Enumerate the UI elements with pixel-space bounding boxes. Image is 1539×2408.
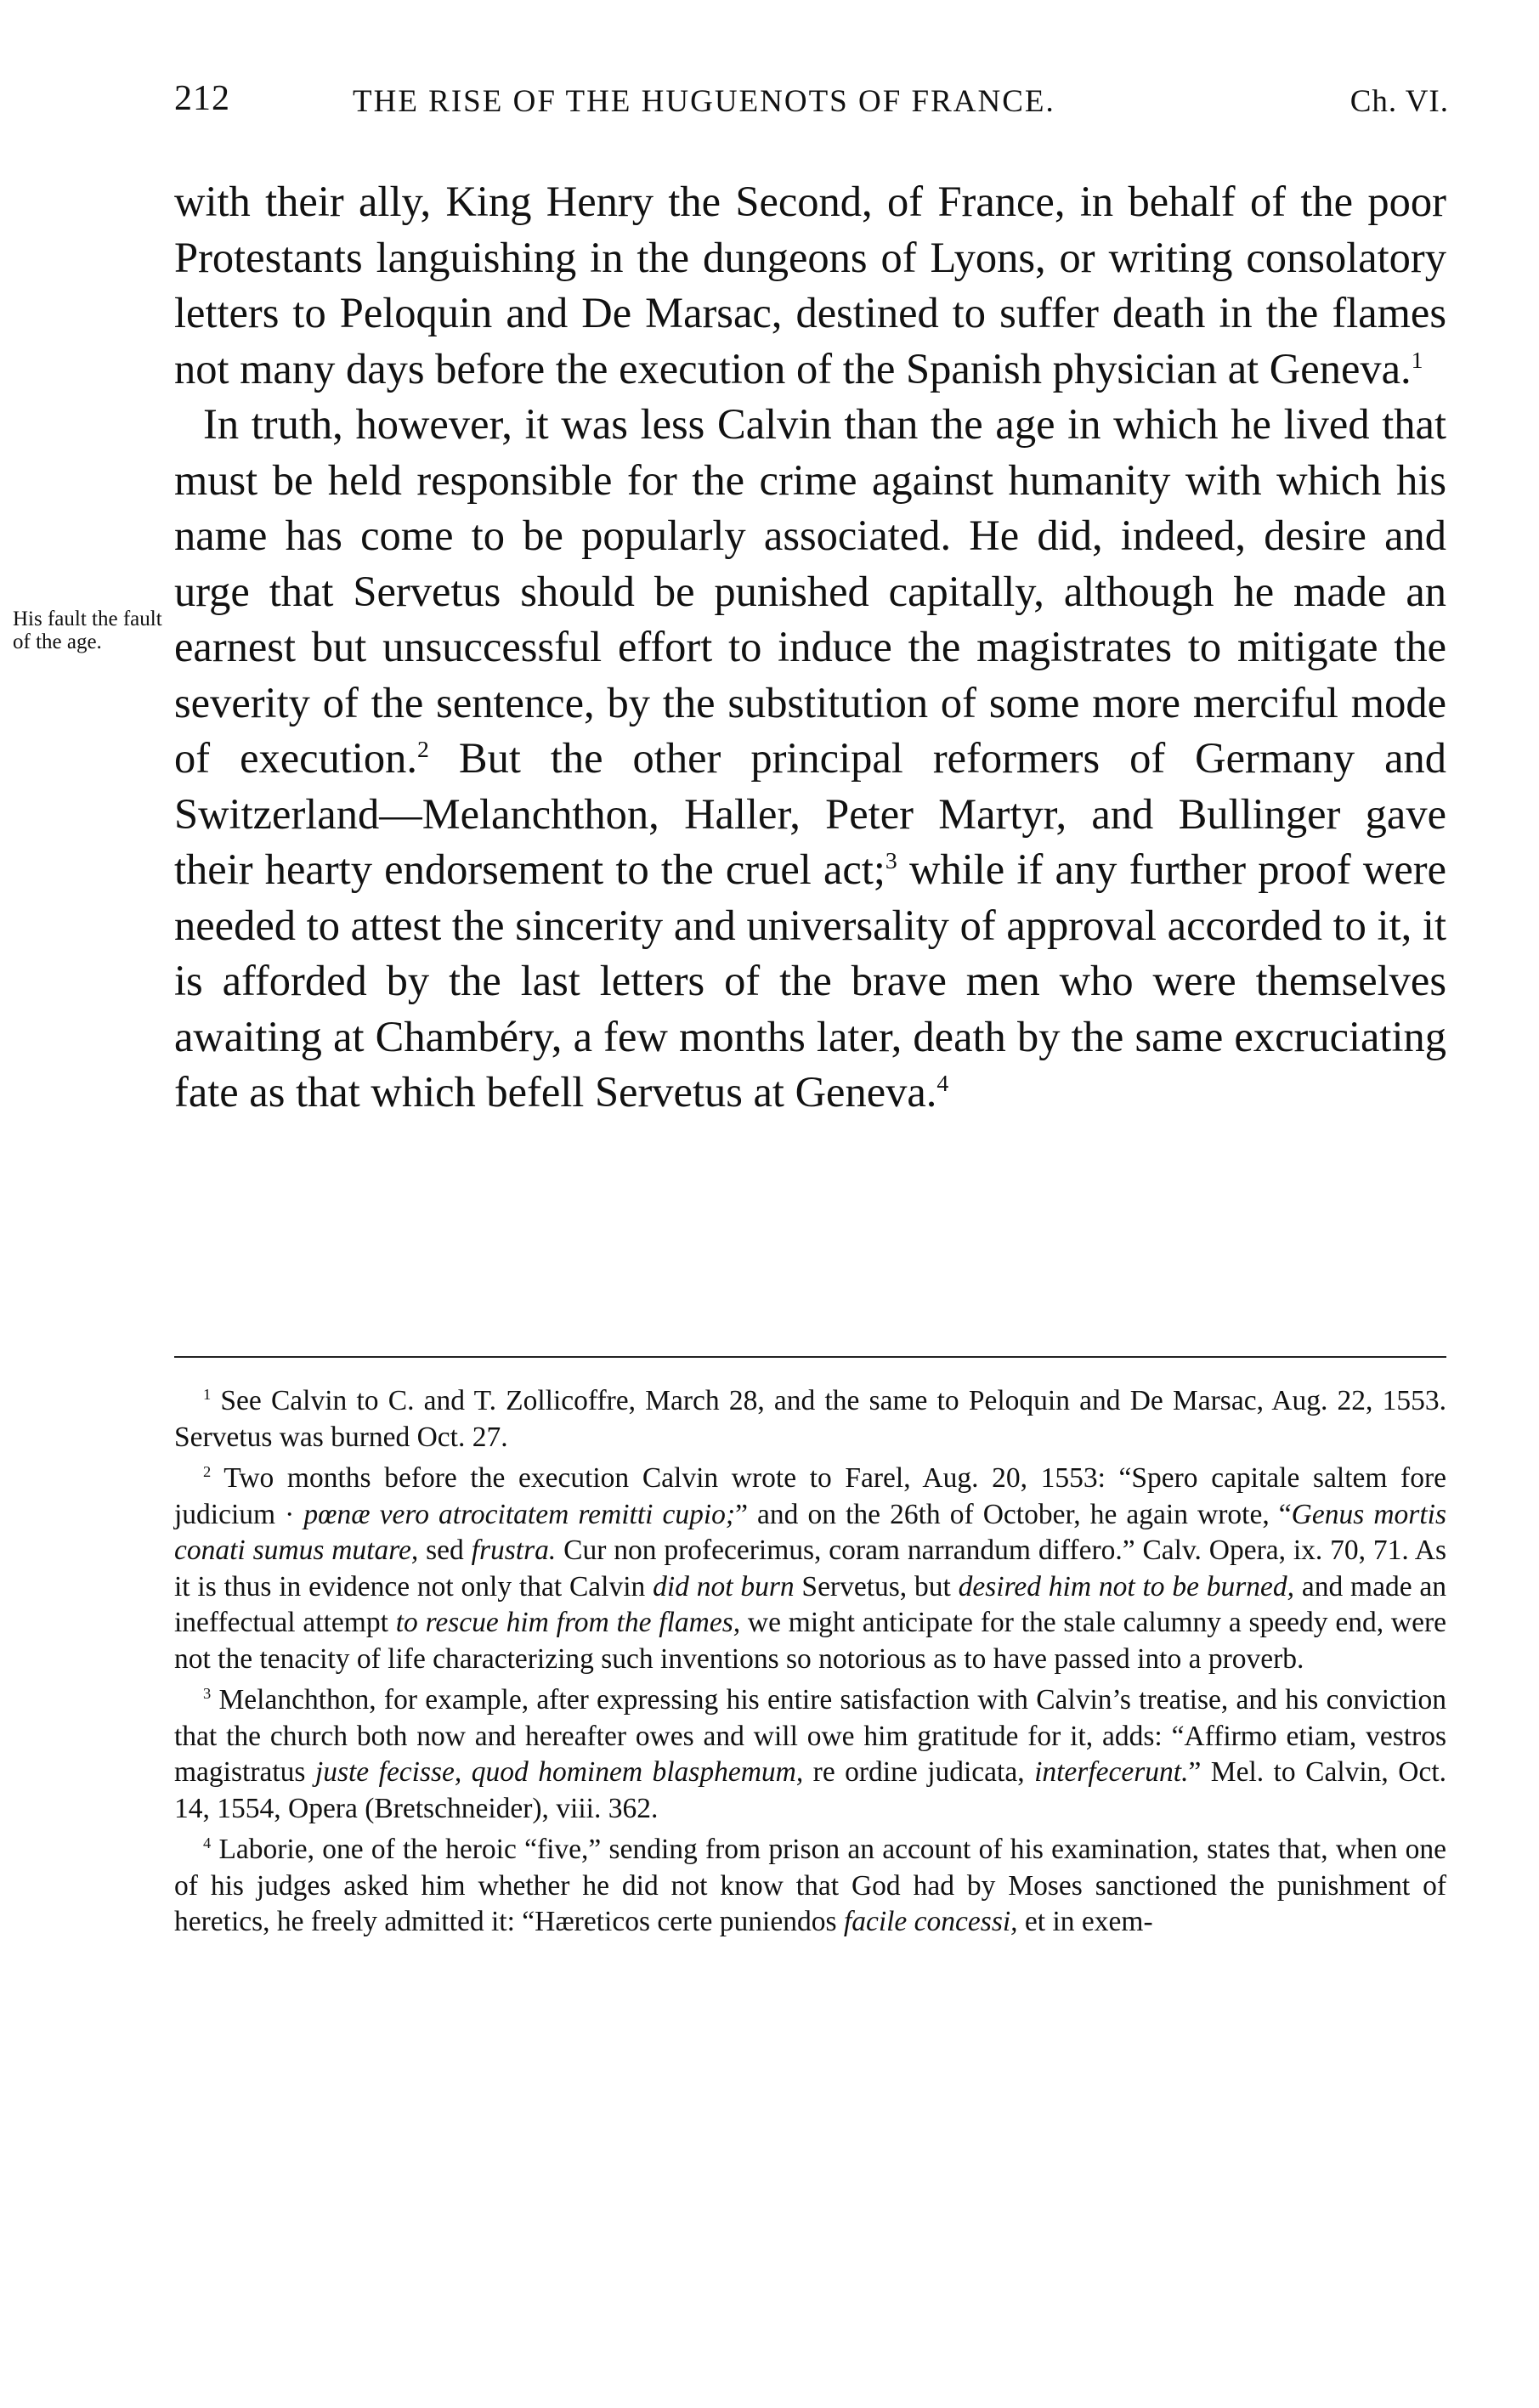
footnote-2-italic: pœnæ vero atrocitatem remitti cupio;: [303, 1498, 736, 1530]
footnote-2-italic: Genus mortis conati sumus mutare,: [174, 1498, 1446, 1566]
footnote-rule: [174, 1356, 1446, 1358]
footnote-3: [174, 1682, 1446, 1827]
footnote-4-text: et in exem-: [1017, 1906, 1153, 1937]
paragraph-2-text-a: In truth, however, it was less Calvin than the age in which he lived that must be held responsible for the crime against humanity with which his name has come to be popularly associated. He did, indeed, desire and urge that Servetus should be punished capitally, although he made an earnest but unsuccessful effort to induce the magistrates to mitigate the severity of the sentence, by the substitution of some more merciful mode of execution.: [174, 400, 1446, 782]
footnotes: [174, 1383, 1446, 1946]
footnote-4-mark: 4: [203, 1834, 212, 1851]
footnote-2-text: Two months before the execution Calvin wrote to Farel, Aug. 20, 1553: “Spero capitale saltem fore judicium ·: [174, 1462, 1446, 1530]
footnote-2-text: Servetus, but: [794, 1570, 959, 1603]
footnote-ref-4[interactable]: 4: [936, 1071, 949, 1098]
footnote-3-text: Melanchthon, for example, after expressing his entire satisfaction with Calvin’s treatise, and his conviction that the church both now and hereafter owes and will owe him gratitude for it, adds: “Affirmo etiam, vestros magistratus: [174, 1684, 1446, 1788]
paragraph-2-text-b: But the other principal reformers of Germany and Switzerland—Melanchthon, Haller, Peter Martyr, and Bullinger gave their hearty endorsement to the cruel act;: [174, 734, 1446, 893]
footnote-2-text: Cur non profecerimus, coram narrandum differo.” Calv. Opera, ix. 70, 71. As it is thus in evidence not only that Calvin: [174, 1535, 1446, 1603]
footnote-1: [174, 1383, 1446, 1456]
chapter-label: Ch. VI.: [1349, 84, 1449, 119]
footnote-1-text: See Calvin to C. and T. Zollicoffre, March 28, and the same to Peloquin and De Marsac, Aug. 22, 1553. Servetus was burned Oct. 27.: [174, 1385, 1446, 1453]
footnote-3-text: re ordine judicata,: [803, 1756, 1035, 1788]
paragraph-1: [174, 174, 1446, 397]
footnote-2-italic: frustra.: [471, 1535, 557, 1566]
footnote-3-italic: juste fecisse, quod hominem blasphemum,: [314, 1756, 804, 1788]
page-number: 212: [174, 79, 230, 118]
footnote-2-italic: to rescue him from the flames,: [395, 1607, 741, 1638]
footnote-3-italic: interfecerunt.: [1034, 1756, 1189, 1788]
footnote-3-mark: 3: [203, 1684, 212, 1702]
margin-note: [13, 608, 166, 653]
paragraph-2-text-c: while if any further proof were needed to attest the sincerity and universality of approval accorded to it, it is afforded by the last letters of the brave men who were themselves awaiting at Chambéry, a few months later, death by the same excruciating fate as that which befell Servetus at Geneva.: [174, 845, 1446, 1116]
footnote-4: [174, 1832, 1446, 1941]
footnote-2-text: ” and on the 26th of October, he again wrote, “: [735, 1498, 1292, 1530]
footnote-2-text: we might anticipate for the stale calumny a speedy end, were not the tenacity of life characterizing such inventions so notorious as to have passed into a proverb.: [174, 1607, 1446, 1675]
paragraph-1-text: with their ally, King Henry the Second, of France, in behalf of the poor Protestants languishing in the dungeons of Lyons, or writing consolatory letters to Peloquin and De Marsac, destined to suffer death in the flames not many days before the execution of the Spanish physician at Geneva.: [174, 178, 1446, 393]
paragraph-2: [174, 397, 1446, 1121]
footnote-2-text: and made an ineffectual attempt: [174, 1570, 1447, 1638]
footnote-2-italic: did not burn: [653, 1570, 795, 1603]
running-header: [174, 78, 1449, 129]
footnote-2-text: sed: [418, 1535, 472, 1566]
footnote-ref-1[interactable]: 1: [1411, 347, 1423, 374]
footnote-1-mark: 1: [203, 1385, 212, 1403]
footnote-2: [174, 1461, 1446, 1677]
footnote-ref-3[interactable]: 3: [885, 848, 897, 875]
footnote-2-italic: desired him not to be burned,: [958, 1570, 1295, 1603]
footnote-4-text: Laborie, one of the heroic “five,” sending from prison an account of his examination, states that, when one of his judges asked him whether he did not know that God had by Moses sanctioned the punishment of heretics, he freely admitted it: “Hæreticos certe puniendos: [174, 1834, 1446, 1937]
footnote-3-text: ” Mel. to Calvin, Oct. 14, 1554, Opera (Bretschneider), viii. 362.: [174, 1756, 1447, 1824]
main-text: [174, 174, 1446, 1121]
footnote-ref-2[interactable]: 2: [417, 737, 429, 764]
footnote-4-italic: facile concessi,: [843, 1906, 1018, 1937]
footnote-2-mark: 2: [203, 1462, 212, 1480]
margin-note-text: His fault the fault of the age.: [13, 608, 162, 653]
running-title: THE RISE OF THE HUGUENOTS OF FRANCE.: [353, 84, 1055, 119]
